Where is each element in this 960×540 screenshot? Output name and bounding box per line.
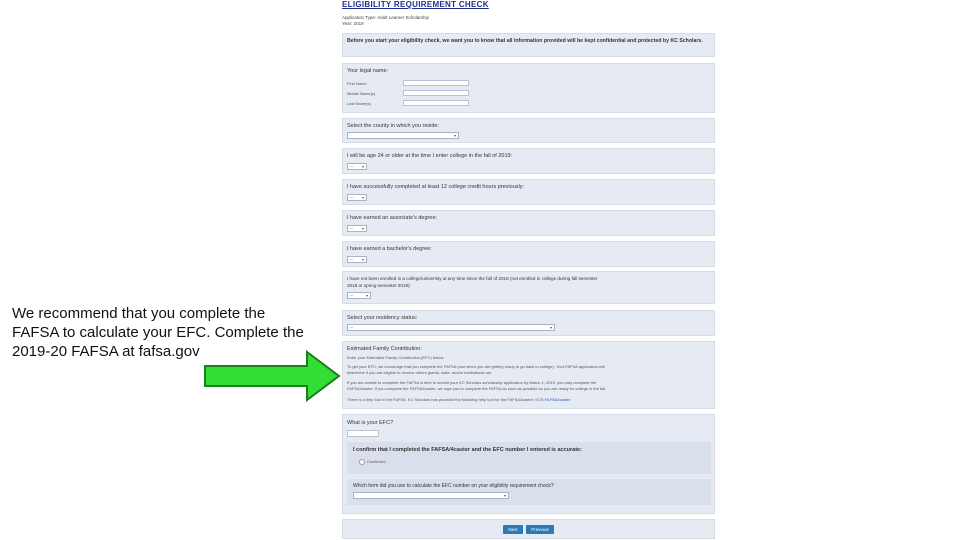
- residency-label: Select your residency status:: [347, 315, 418, 321]
- efc-line3: determine if you are eligible to receive others grants, state, and/or institutional aid.: [347, 370, 492, 375]
- button-bar: [342, 519, 715, 539]
- efc-line1: Enter your Estimated Family Contribution (EFC) below.: [347, 355, 445, 360]
- form-title: ELIGIBILITY REQUIREMENT CHECK: [342, 0, 489, 9]
- efc-input[interactable]: [347, 430, 379, 437]
- eligibility-form-screenshot: [342, 0, 716, 540]
- residency-section: [342, 310, 715, 336]
- legal-name-label: Your legal name:: [347, 68, 389, 74]
- middle-name-label: Middle Name(s): [347, 91, 376, 96]
- efc-heading: Estimated Family Contribution:: [347, 346, 422, 352]
- bachelor-degree-question: [342, 241, 715, 267]
- last-name-input[interactable]: [403, 100, 469, 106]
- application-type: Application Type: Adult Learner Scholarship: [342, 15, 429, 20]
- application-year: Year: 2019: [342, 21, 364, 26]
- age-label: I will be age 24 or older at the time I enter college in the fall of 2019:: [347, 153, 513, 159]
- bachelor-degree-select[interactable]: -- ▾: [347, 256, 367, 263]
- green-arrow-icon: [203, 350, 343, 402]
- credit-hours-select[interactable]: -- ▾: [347, 194, 367, 201]
- efc-question-section: [342, 414, 715, 514]
- first-name-label: First Name: [347, 81, 367, 86]
- middle-name-input[interactable]: [403, 90, 469, 96]
- county-select[interactable]: ▾: [347, 132, 459, 139]
- associate-degree-label: I have earned an associate's degree:: [347, 215, 438, 221]
- efc-question-label: What is your EFC?: [347, 420, 394, 426]
- efc-line2: To get your EFC, we encourage that you complete the FAFSA (one when you are getting ready to go back to college). Your FAFSA application will: [347, 364, 605, 369]
- residency-select[interactable]: -- ▾: [347, 324, 555, 331]
- which-form-label: Which form did you use to calculate the EFC number on your eligibility requirement check?: [353, 483, 554, 489]
- enrollment-question: [342, 271, 715, 304]
- credit-hours-label: I have successfully completed at least 12 college credit hours previously:: [347, 184, 525, 190]
- efc-info-section: [342, 341, 715, 409]
- county-label: Select the county in which you reside:: [347, 123, 440, 129]
- confirm-panel: [347, 442, 711, 474]
- efc-line4: If you are unable to complete the FAFSA in time to submit your KC Scholars scholarship application by March 1, 2019, you may complete the: [347, 380, 597, 385]
- confirmed-option-label: Confirmed: [367, 459, 386, 464]
- fafsa4caster-link[interactable]: KCS FAFSA4caster: [535, 397, 571, 402]
- credit-hours-question: [342, 179, 715, 205]
- previous-button[interactable]: Previous: [526, 525, 554, 534]
- county-section: [342, 118, 715, 143]
- enrollment-select[interactable]: -- ▾: [347, 292, 371, 299]
- associate-degree-select[interactable]: -- ▾: [347, 225, 367, 232]
- confidential-text: Before you start your eligibility check, we want you to know that all information provided will be kept confidential and protected by KC Scholars.: [347, 38, 703, 44]
- bachelor-degree-label: I have earned a bachelor's degree:: [347, 246, 432, 252]
- legal-name-section: [342, 63, 715, 113]
- next-button[interactable]: Next: [503, 525, 523, 534]
- fafsa-recommendation-caption: We recommend that you complete the FAFSA to calculate your EFC. Complete the 2019-20 FAFSA at fafsa.gov: [12, 305, 304, 360]
- last-name-label: Last Name(s): [347, 101, 372, 106]
- associate-degree-question: [342, 210, 715, 236]
- which-form-select[interactable]: ▾: [353, 492, 509, 499]
- confirm-label: I confirm that I completed the FAFSA/4caster and the EFC number I entered is accurate:: [353, 447, 582, 453]
- enrollment-label-line1: I have not been enrolled in a college/university at any time since the fall of 2018 (not enrolled in college during fall semester: [347, 276, 598, 281]
- enrollment-label-line2: 2018 or spring semester 2019):: [347, 283, 411, 288]
- age-question: [342, 148, 715, 174]
- confidential-notice: [342, 33, 715, 57]
- efc-line6: There is a help tool in the FAFSA. KC Scholars has provided the following help tool for the FAFSA4caster: KCS FAFSA4caster: [347, 397, 571, 402]
- age-select[interactable]: -- ▾: [347, 163, 367, 170]
- efc-line5: FAFSA4caster. If you complete the FAFSA4caster, we urge you to complete the FAFSA as soon as possible so you are ready for college in the fall.: [347, 386, 607, 391]
- confirmed-radio[interactable]: [359, 459, 365, 465]
- which-form-panel: [347, 479, 711, 505]
- first-name-input[interactable]: [403, 80, 469, 86]
